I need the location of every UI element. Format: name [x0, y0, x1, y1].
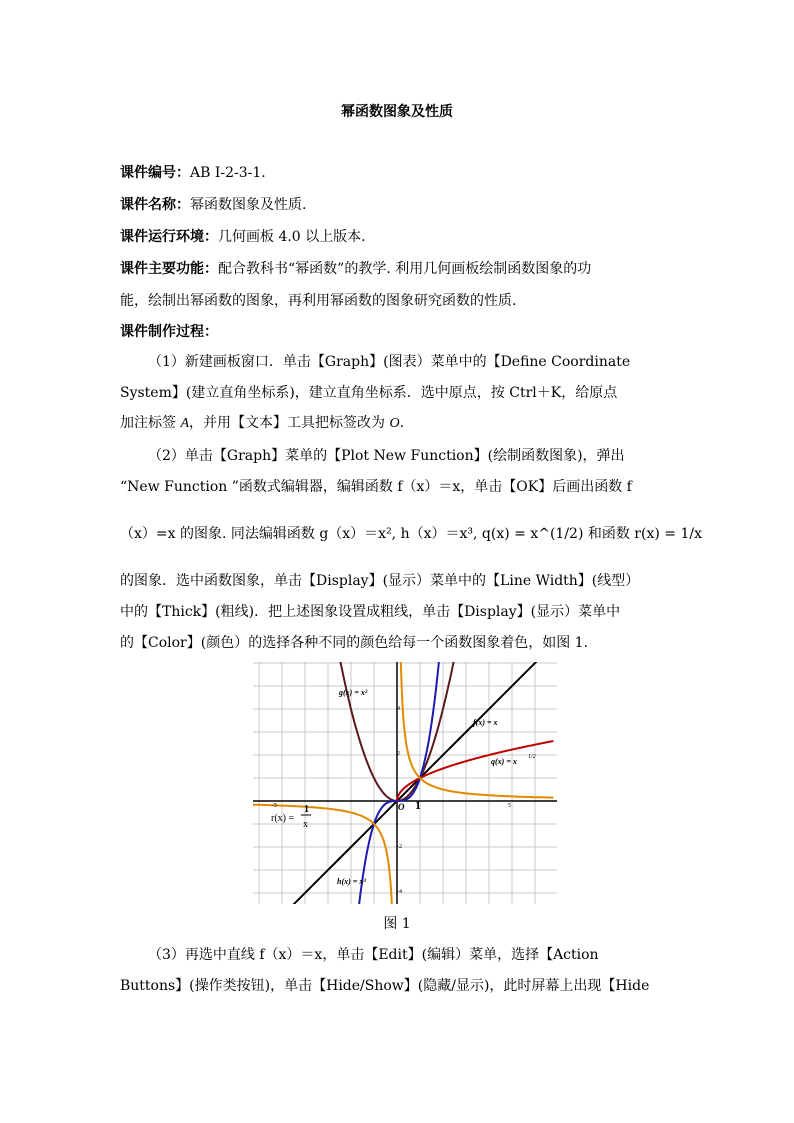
label-r-numerator: 1	[304, 804, 309, 815]
course-process-label: 课件制作过程：	[120, 324, 218, 340]
step1-line3-a: 加注标签	[120, 415, 181, 431]
course-environment-value: 几何画板 4.0 以上版本.	[218, 229, 366, 245]
step2-line6: 的【Color】(颜色）的选择各种不同的颜色给每一个函数图象着色，如图 1.	[120, 635, 589, 651]
step1-var-o: O	[389, 416, 400, 431]
tick-5: 5	[508, 803, 511, 809]
step1-line2: System】(建立直角坐标系)，建立直角坐标系．选中原点，按 Ctrl＋K，给原点	[120, 385, 618, 401]
tick-yn2: -2	[397, 844, 402, 850]
tick-neg5: -5	[272, 803, 277, 809]
course-name	[120, 195, 306, 215]
step2-line3: （x）=x 的图象. 同法编辑函数 g（x）＝x², h（x）＝x³, q(x) = x^(1/2) 和函数 r(x) = 1/x	[120, 526, 702, 542]
figure-1	[253, 662, 557, 904]
tick-y4: 4	[397, 706, 400, 712]
label-r: r(x) =	[271, 813, 295, 824]
course-function	[120, 259, 591, 279]
label-q-exponent: 1/2	[528, 754, 536, 760]
function-graph	[253, 662, 557, 904]
page-title: 幂函数图象及性质	[341, 104, 453, 120]
step1-line3-c: .	[399, 415, 405, 431]
step1-line3-b: ，并用【文本】工具把标签改为	[189, 415, 390, 431]
figure-caption: 图 1	[383, 916, 411, 932]
course-function-label: 课件主要功能：	[120, 261, 218, 277]
label-r-denominator: x	[303, 819, 308, 830]
tick-yn4: -4	[397, 889, 402, 895]
course-name-label: 课件名称：	[120, 197, 190, 213]
label-h: h(x) = x³	[337, 877, 366, 886]
step3-line1: （3）再选中直线 f（x）＝x，单击【Edit】(编辑）菜单，选择【Action	[148, 947, 599, 963]
tick-y2: 2	[397, 751, 400, 757]
label-f: f(x) = x	[473, 718, 498, 727]
step1-var-a: A	[180, 416, 190, 431]
step2-line1: （2）单击【Graph】菜单的【Plot New Function】(绘制函数图象)，弹出	[148, 448, 625, 464]
course-number	[120, 163, 266, 183]
step2-line2: “New Function ”函数式编辑器，编辑函数 f（x）＝x，单击【OK】后画出函数 f	[120, 479, 632, 495]
course-environment-label: 课件运行环境：	[120, 229, 218, 245]
course-number-label: 课件编号：	[120, 165, 190, 181]
course-function-cont: 能，绘制出幂函数的图象，再利用幂函数的图象研究函数的性质.	[120, 293, 517, 309]
course-environment	[120, 227, 366, 247]
step1-line3	[120, 413, 404, 434]
label-origin: O	[398, 802, 405, 812]
label-g: g(x) = x²	[339, 688, 368, 697]
label-one: 1	[415, 798, 421, 812]
step3-line2: Buttons】(操作类按钮)，单击【Hide/Show】(隐藏/显示)，此时屏幕上出现【Hide	[120, 978, 650, 994]
label-q: q(x) = x	[491, 757, 517, 766]
course-number-value: AB Ⅰ-2-3-1.	[190, 165, 266, 181]
step2-line5: 中的【Thick】(粗线)．把上述图象设置成粗线，单击【Display】(显示）菜单中	[120, 604, 621, 620]
course-name-value: 幂函数图象及性质.	[190, 197, 307, 213]
course-function-value-1: 配合教科书“幂函数”的教学. 利用几何画板绘制函数图象的功	[218, 261, 592, 277]
step1-line1: （1）新建画板窗口．单击【Graph】(图表）菜单中的【Define Coordinate	[148, 354, 631, 370]
step2-line4: 的图象．选中函数图象，单击【Display】(显示）菜单中的【Line Width】(线型）	[120, 573, 640, 589]
